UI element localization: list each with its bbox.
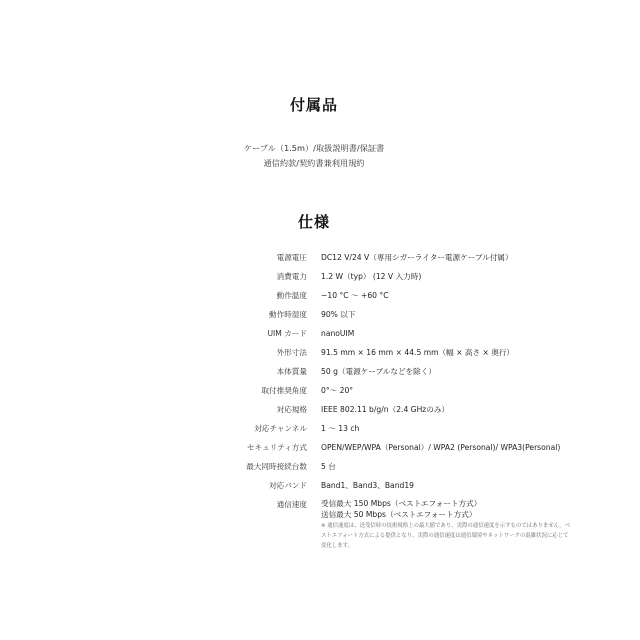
spec-label: 対応チャンネル — [254, 424, 307, 433]
spec-row-operating-temperature — [0, 289, 640, 308]
spec-value: OPEN/WEP/WPA（Personal）/ WPA2 (Personal)/ WPA3(Personal) — [321, 443, 561, 452]
spec-value: DC12 V/24 V（専用シガーライター電源ケーブル付属） — [321, 253, 513, 262]
spec-row-security — [0, 441, 640, 460]
spec-value: IEEE 802.11 b/g/n（2.4 GHzのみ） — [321, 405, 450, 414]
spec-value: 5 台 — [321, 462, 336, 471]
accessories-line: ケーブル（1.5m）/取扱説明書/保証書 — [243, 143, 385, 153]
spec-value: −10 °C 〜 +60 °C — [321, 291, 389, 300]
spec-row-uim-card — [0, 327, 640, 346]
spec-label: 最大同時接続台数 — [246, 462, 307, 471]
spec-row-max-connections — [0, 460, 640, 479]
spec-value: 91.5 mm × 16 mm × 44.5 mm（幅 × 高さ × 奥行） — [321, 348, 515, 357]
spec-label: UIM カード — [267, 329, 307, 338]
spec-value: Band1、Band3、Band19 — [321, 481, 415, 490]
spec-value: 90% 以下 — [321, 310, 356, 319]
spec-row-standard — [0, 403, 640, 422]
spec-row-speed — [0, 498, 640, 558]
speed-upload: 送信最大 50 Mbps（ベストエフォート方式） — [321, 510, 477, 519]
spec-label: 動作温度 — [276, 291, 307, 300]
accessories-list — [0, 141, 628, 171]
spec-table — [0, 251, 640, 558]
speed-note: ※ 通信速度は、送受信時の技術規格上の最大値であり、実際の通信速度を示すものではありません。ベストエフォート方式による提供となり、実際の通信速度は通信環境やネットワークの混雑状況に応じて変化します。 — [321, 523, 571, 549]
spec-row-mounting-angle — [0, 384, 640, 403]
spec-value: 1.2 W（typ） (12 V 入力時) — [321, 272, 422, 281]
spec-row-channels — [0, 422, 640, 441]
speed-download: 受信最大 150 Mbps（ベストエフォート方式） — [321, 499, 482, 508]
spec-value: nanoUIM — [321, 329, 355, 338]
spec-value: 0°〜 20° — [321, 386, 354, 395]
spec-label: 動作時湿度 — [269, 310, 307, 319]
spec-label: セキュリティ方式 — [247, 443, 307, 452]
spec-label: 電源電圧 — [276, 253, 307, 262]
spec-label: 消費電力 — [276, 272, 307, 281]
spec-label: 取付推奨角度 — [261, 386, 307, 395]
spec-label: 本体質量 — [276, 367, 307, 376]
spec-row-operating-humidity — [0, 308, 640, 327]
spec-row-weight — [0, 365, 640, 384]
spec-row-dimensions — [0, 346, 640, 365]
spec-label: 通信速度 — [276, 500, 307, 509]
spec-row-bands — [0, 479, 640, 498]
spec-value — [321, 498, 573, 551]
spec-value: 50 g（電源ケーブルなどを除く） — [321, 367, 436, 376]
spec-label: 外形寸法 — [276, 348, 307, 357]
accessories-title: 付属品 — [289, 96, 338, 114]
spec-value: 1 〜 13 ch — [321, 424, 360, 433]
specifications-title: 仕様 — [297, 213, 330, 231]
spec-label: 対応バンド — [269, 481, 307, 490]
spec-label: 対応規格 — [276, 405, 307, 414]
spec-row-power-consumption — [0, 270, 640, 289]
accessories-line: 通信約款/契約書兼利用規約 — [263, 158, 365, 168]
spec-row-power-voltage — [0, 251, 640, 270]
